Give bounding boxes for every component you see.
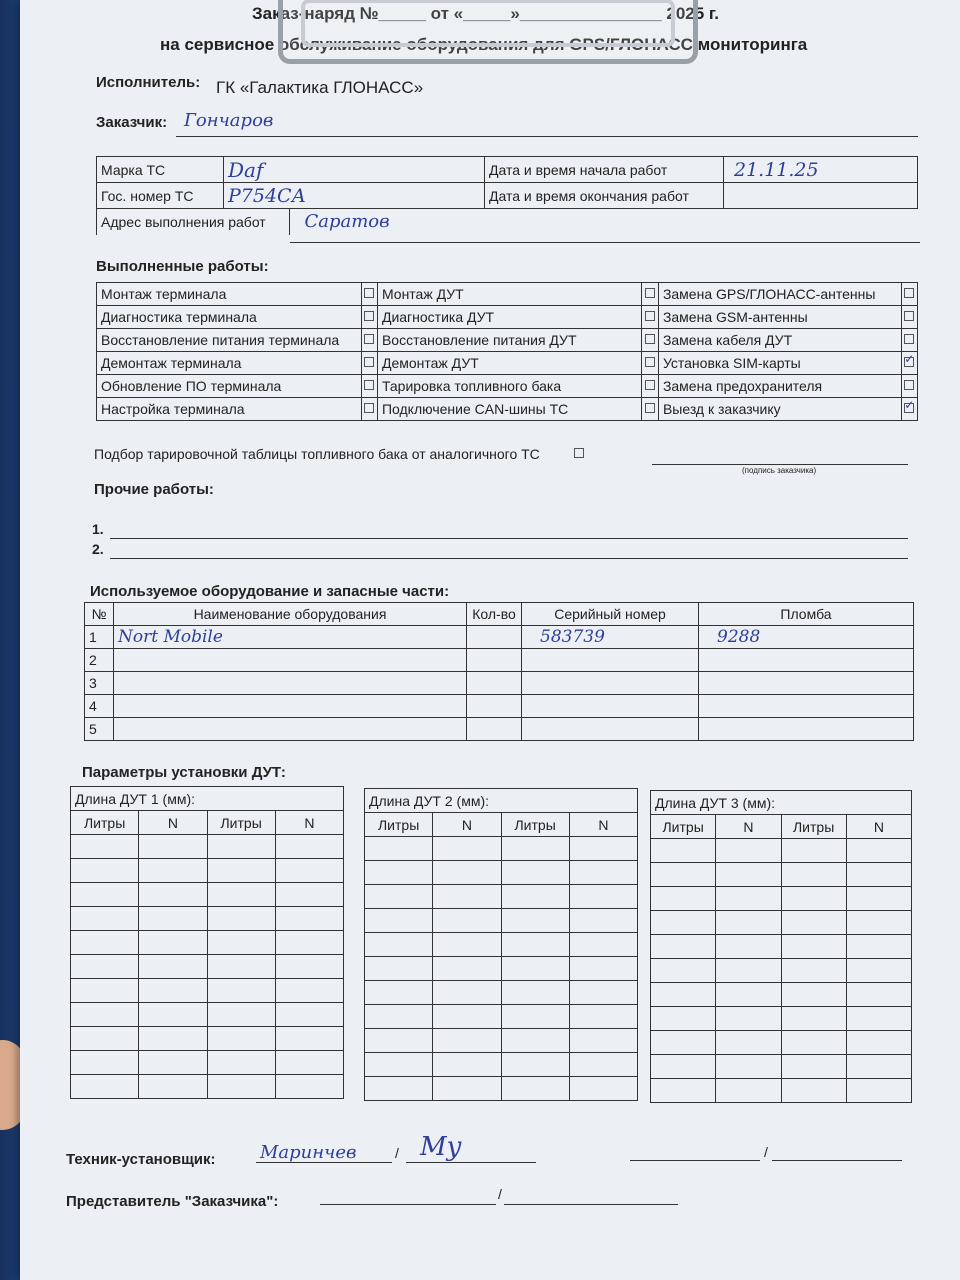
equipment-name-cell <box>114 672 467 695</box>
table-row <box>85 695 914 718</box>
table-row <box>71 859 344 883</box>
dut-column-header: N <box>275 811 343 835</box>
work-checkbox[interactable] <box>645 380 655 390</box>
table-row <box>71 931 344 955</box>
dut-column-header: N <box>716 815 781 839</box>
equipment-serial-cell <box>522 718 699 741</box>
table-row <box>651 839 912 863</box>
work-item: Обновление ПО терминала <box>97 375 362 398</box>
work-item: Замена предохранителя <box>658 375 901 398</box>
table-row <box>71 1075 344 1099</box>
equipment-name-cell <box>114 649 467 672</box>
other-works-title: Прочие работы: <box>94 481 214 498</box>
table-row <box>365 885 638 909</box>
dut-title: Параметры установки ДУТ: <box>82 764 286 781</box>
plate-value: Р754СА <box>224 183 485 209</box>
dut-column-header: Литры <box>781 815 846 839</box>
equipment-seal-cell: 9288 <box>699 626 914 649</box>
table-row <box>71 835 344 859</box>
table-row <box>71 1027 344 1051</box>
dut-length-label: Длина ДУТ 1 (мм): <box>71 787 344 811</box>
work-checkbox[interactable] <box>364 288 374 298</box>
other-work-1: 1. <box>92 521 104 537</box>
work-checkbox[interactable] <box>364 311 374 321</box>
work-item: Настройка терминала <box>97 398 362 421</box>
end-value <box>724 183 918 209</box>
work-item: Монтаж терминала <box>97 283 362 306</box>
equipment-seal-cell <box>699 672 914 695</box>
work-item: Выезд к заказчику <box>658 398 901 421</box>
table-row <box>365 1005 638 1029</box>
works-title: Выполненные работы: <box>96 258 269 275</box>
table-row <box>85 626 914 649</box>
work-item: Замена кабеля ДУТ <box>658 329 901 352</box>
table-row <box>85 649 914 672</box>
table-row <box>651 1031 912 1055</box>
table-row <box>365 981 638 1005</box>
table-row <box>651 959 912 983</box>
executor-label: Исполнитель: <box>96 74 201 91</box>
equipment-n-cell: 1 <box>85 626 114 649</box>
technician-signature: Му <box>420 1132 462 1162</box>
dut-table-1 <box>70 786 344 1099</box>
work-checkbox[interactable] <box>904 357 914 367</box>
equipment-table: № Наименование оборудования Кол-во Серийный номер Пломба 1 Nort Mobile 583739 9288 2 3 4 5 <box>84 602 914 741</box>
equipment-name-cell <box>114 718 467 741</box>
work-checkbox[interactable] <box>645 403 655 413</box>
equipment-qty-cell <box>467 672 522 695</box>
work-item: Установка SIM-карты <box>658 352 901 375</box>
work-checkbox[interactable] <box>364 380 374 390</box>
dut-column-header: Литры <box>365 813 433 837</box>
dut-column-header: Литры <box>651 815 716 839</box>
table-row <box>71 955 344 979</box>
start-value: 21.11.25 <box>724 157 918 183</box>
dut-column-header: N <box>846 815 911 839</box>
work-item: Демонтаж терминала <box>97 352 362 375</box>
technician-label: Техник-установщик: <box>66 1151 216 1168</box>
equipment-qty-cell <box>467 718 522 741</box>
table-row <box>365 909 638 933</box>
other-work-2: 2. <box>92 541 104 557</box>
equipment-serial-cell <box>522 649 699 672</box>
dut-column-header: N <box>139 811 207 835</box>
equipment-serial-cell <box>522 695 699 718</box>
work-checkbox[interactable] <box>904 380 914 390</box>
equipment-serial-cell: 583739 <box>522 626 699 649</box>
table-row <box>71 979 344 1003</box>
table-row <box>365 861 638 885</box>
table-row <box>365 933 638 957</box>
equipment-serial-cell <box>522 672 699 695</box>
equipment-n-cell: 5 <box>85 718 114 741</box>
dut-table-2 <box>364 788 638 1101</box>
customer-label: Заказчик: <box>96 114 168 131</box>
header-line1: Заказ-наряд №_____ от «_____»_______________ 2025 г. <box>252 4 720 23</box>
technician-name: Маринчев <box>260 1142 357 1163</box>
dut-length-label: Длина ДУТ 3 (мм): <box>651 791 912 815</box>
work-item: Демонтаж ДУТ <box>377 352 642 375</box>
table-row <box>71 1051 344 1075</box>
table-row <box>651 1055 912 1079</box>
table-row <box>71 883 344 907</box>
work-item: Монтаж ДУТ <box>377 283 642 306</box>
clipboard-clip <box>278 0 698 64</box>
table-row <box>365 1029 638 1053</box>
dut-length-label: Длина ДУТ 2 (мм): <box>365 789 638 813</box>
table-row <box>365 837 638 861</box>
table-row <box>651 863 912 887</box>
table-row <box>85 718 914 741</box>
work-checkbox[interactable] <box>364 334 374 344</box>
table-row <box>71 907 344 931</box>
work-item: Подключение CAN-шины ТС <box>377 398 642 421</box>
equipment-seal-cell <box>699 718 914 741</box>
work-item: Восстановление питания ДУТ <box>377 329 642 352</box>
table-row <box>651 911 912 935</box>
work-checkbox[interactable] <box>904 311 914 321</box>
table-row <box>365 1053 638 1077</box>
work-checkbox[interactable] <box>364 357 374 367</box>
table-row <box>71 1003 344 1027</box>
brand-value: Daf <box>224 157 485 183</box>
work-checkbox[interactable] <box>904 288 914 298</box>
calibration-label: Подбор тарировочной таблицы топливного бака от аналогичного ТС <box>94 446 584 462</box>
work-order-sheet: Заказ-наряд №_____ от «_____»_______________ 2025 г. на сервисное обслуживание оборудования для GPS/ГЛОНАСС мониторинга Исполнитель: ГК «Галактика ГЛОНАСС» Заказчик: Гончаров Марка ТС Daf Дата и время начала работ 21.11.25 Гос. номер ТС Р754СА Дата и время окончания работ Адрес выполнения работ Саратов Выполненные работы: Монтаж терминала Монтаж ДУТ Замена GPS/ГЛОНАСС-антенны Диагностика терминала Диагностика ДУТ Замена GSM-антенны Восстановление питания терминала Восстановление питания ДУТ Замена кабеля ДУТ Демонтаж терминала Демонтаж ДУТ Установка SIM-карты ✓ Обновление ПО терминала Тарировка топливного бака Замена предохранителя Настройка терминала Подключение CAN-шины ТС Выезд к заказчику ✓ Подбор тарировочной таблицы топливного бака от аналогичного ТС (подпись заказчика) Прочие работы: 1. 2. Используемое оборудование и запасные части: № Наименование оборудования Кол-во Серийный номер Пломба 1 Nort Mobile 583739 9288 2 3 4 5 Параметры установки ДУТ: Длина ДУТ 1 (мм): Литры N Литры N Длина ДУТ 2 (мм): Литры N Литры N Длина ДУТ 3 (мм): Литры N Литры N Техник-установщик: Маринчев / Му / Представитель "Заказчика": / <box>20 0 960 1280</box>
equipment-name-cell: Nort Mobile <box>114 626 467 649</box>
equipment-n-cell: 3 <box>85 672 114 695</box>
work-item: Тарировка топливного бака <box>377 375 642 398</box>
works-table <box>96 282 918 421</box>
table-row <box>365 957 638 981</box>
equipment-seal-cell <box>699 695 914 718</box>
table-row <box>651 935 912 959</box>
equipment-name-cell <box>114 695 467 718</box>
work-item: Восстановление питания терминала <box>97 329 362 352</box>
table-row <box>651 1007 912 1031</box>
dut-column-header: N <box>569 813 637 837</box>
work-item: Замена GSM-антенны <box>658 306 901 329</box>
work-checkbox[interactable] <box>645 334 655 344</box>
equipment-title: Используемое оборудование и запасные части: <box>90 583 450 600</box>
work-checkbox[interactable] <box>645 357 655 367</box>
table-row <box>85 672 914 695</box>
work-checkbox[interactable] <box>364 403 374 413</box>
work-checkbox[interactable] <box>645 288 655 298</box>
equipment-qty-cell <box>467 626 522 649</box>
dut-column-header: N <box>433 813 501 837</box>
work-item: Диагностика терминала <box>97 306 362 329</box>
table-row <box>365 1077 638 1101</box>
work-checkbox[interactable] <box>904 403 914 413</box>
executor-value: ГК «Галактика ГЛОНАСС» <box>216 78 424 97</box>
equipment-qty-cell <box>467 649 522 672</box>
dut-column-header: Литры <box>71 811 139 835</box>
work-item: Диагностика ДУТ <box>377 306 642 329</box>
dut-column-header: Литры <box>207 811 275 835</box>
equipment-n-cell: 2 <box>85 649 114 672</box>
signature-caption: (подпись заказчика) <box>742 466 817 475</box>
calibration-checkbox[interactable] <box>574 448 584 458</box>
work-checkbox[interactable] <box>904 334 914 344</box>
table-row <box>651 983 912 1007</box>
table-row <box>651 887 912 911</box>
customer-value: Гончаров <box>184 110 274 131</box>
header-line2: на сервисное обслуживание оборудования для GPS/ГЛОНАСС мониторинга <box>160 35 808 54</box>
equipment-qty-cell <box>467 695 522 718</box>
work-item: Замена GPS/ГЛОНАСС-антенны <box>658 283 901 306</box>
work-checkbox[interactable] <box>645 311 655 321</box>
representative-label: Представитель "Заказчика": <box>66 1193 279 1210</box>
equipment-seal-cell <box>699 649 914 672</box>
equipment-n-cell: 4 <box>85 695 114 718</box>
dut-table-3 <box>650 790 912 1103</box>
vehicle-table: Марка ТС Daf Дата и время начала работ 21.11.25 Гос. номер ТС Р754СА Дата и время окончания работ Адрес выполнения работ Саратов <box>96 156 918 235</box>
dut-column-header: Литры <box>501 813 569 837</box>
address-value: Саратов <box>304 211 390 232</box>
table-row <box>651 1079 912 1103</box>
